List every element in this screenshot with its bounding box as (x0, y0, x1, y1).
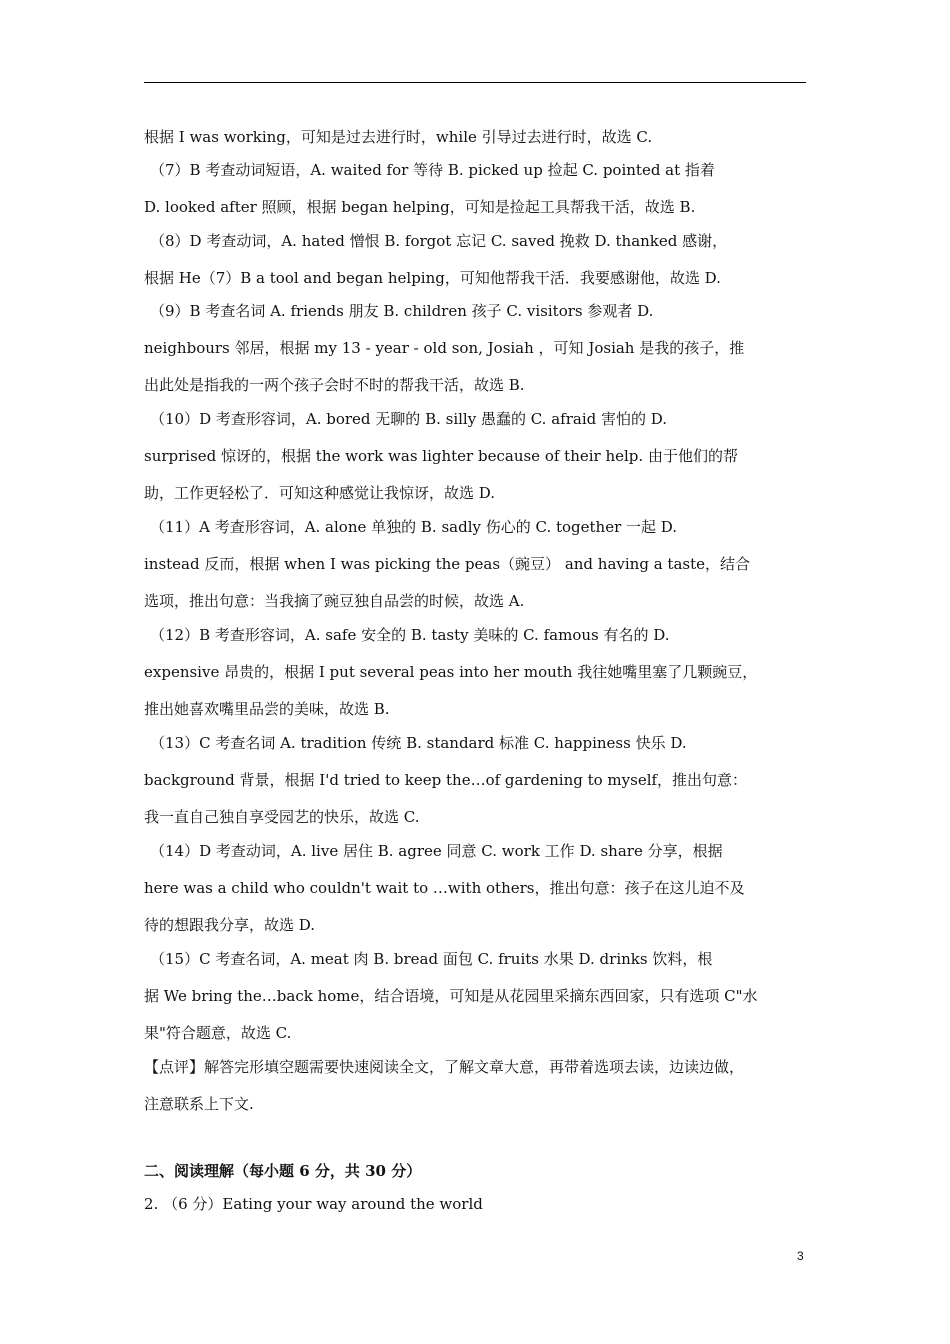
text-line: here was a child who couldn't wait to …with others，推出句意：孩子在这儿迫不及 (144, 879, 745, 897)
text-line: D. looked after 照顾，根据 began helping，可知是捡起工具帮我干活，故选 B. (144, 198, 696, 216)
text-line: expensive 昂贵的，根据 I put several peas into her mouth 我往她嘴里塞了几颗豌豆， (144, 663, 758, 681)
text-line: 助，工作更轻松了．可知这种感觉让我惊讶，故选 D. (144, 484, 496, 502)
text-line: surprised 惊讶的，根据 the work was lighter because of their help. 由于他们的帮 (144, 447, 738, 465)
text-line: instead 反而，根据 when I was picking the peas（豌豆） and having a taste，结合 (144, 555, 750, 573)
text-line: 根据 I was working，可知是过去进行时，while 引导过去进行时，故选 C. (144, 128, 653, 146)
comment-line: 注意联系上下文. (144, 1095, 254, 1113)
comment-line: 【点评】解答完形填空题需要快速阅读全文，了解文章大意，再带着选项去读，边读边做， (144, 1058, 745, 1076)
text-line: （12）B 考查形容词，A. safe 安全的 B. tasty 美味的 C. famous 有名的 D. (150, 626, 670, 644)
text-line: 果"符合题意，故选 C. (144, 1024, 292, 1042)
text-line: 待的想跟我分享，故选 D. (144, 916, 316, 934)
text-line: （13）C 考查名词 A. tradition 传统 B. standard 标准 C. happiness 快乐 D. (150, 734, 687, 752)
text-line: 选项，推出句意：当我摘了豌豆独自品尝的时候，故选 A. (144, 592, 525, 610)
text-line: neighbours 邻居，根据 my 13 - year - old son, Josiah ，可知 Josiah 是我的孩子，推 (144, 339, 745, 357)
text-line: （9）B 考查名词 A. friends 朋友 B. children 孩子 C. visitors 参观者 D. (150, 302, 654, 320)
section-title: 二、阅读理解（每小题 6 分，共 30 分） (144, 1162, 422, 1180)
text-line: （15）C 考查名词，A. meat 肉 B. bread 面包 C. fruits 水果 D. drinks 饮料，根 (150, 950, 713, 968)
header-rule (144, 82, 806, 83)
text-line: 据 We bring the…back home，结合语境，可知是从花园里采摘东西回家，只有选项 C"水 (144, 987, 758, 1005)
text-line: 推出她喜欢嘴里品尝的美味，故选 B. (144, 700, 390, 718)
text-line: 出此处是指我的一两个孩子会时不时的帮我干活，故选 B. (144, 376, 525, 394)
text-line: background 背景，根据 I'd tried to keep the…of gardening to myself，推出句意： (144, 771, 748, 789)
text-line: （8）D 考查动词，A. hated 憎恨 B. forgot 忘记 C. saved 挽救 D. thanked 感谢， (150, 232, 728, 250)
text-line: （10）D 考查形容词，A. bored 无聊的 B. silly 愚蠢的 C. afraid 害怕的 D. (150, 410, 668, 428)
text-line: （7）B 考查动词短语，A. waited for 等待 B. picked up 捡起 C. pointed at 指着 (150, 161, 715, 179)
text-line: 根据 He（7）B a tool and began helping，可知他帮我干活．我要感谢他，故选 D. (144, 269, 721, 287)
text-line: 我一直自己独自享受园艺的快乐，故选 C. (144, 808, 420, 826)
page-number: 3 (797, 1249, 804, 1263)
question-line: 2. （6 分）Eating your way around the world (144, 1195, 483, 1213)
text-line: （14）D 考查动词，A. live 居住 B. agree 同意 C. work 工作 D. share 分享，根据 (150, 842, 723, 860)
text-line: （11）A 考查形容词，A. alone 单独的 B. sadly 伤心的 C. together 一起 D. (150, 518, 678, 536)
